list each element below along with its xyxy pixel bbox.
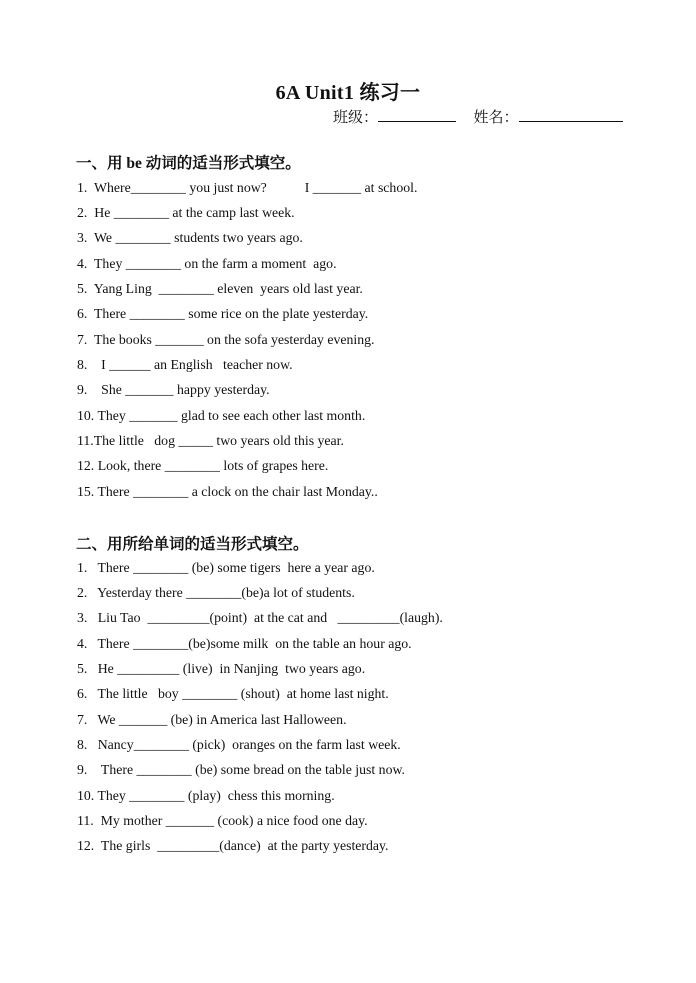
page-title: 6A Unit1 练习一 (275, 82, 421, 104)
exercise-line: 4. They ________ on the farm a moment ago. (77, 256, 337, 271)
exercise-line: 3. Liu Tao _________(point) at the cat and _________(laugh). (77, 610, 443, 625)
exercise-line: 9. She _______ happy yesterday. (77, 382, 270, 397)
exercise-line: 2. Yesterday there ________(be)a lot of students. (77, 585, 355, 600)
exercise-line: 7. The books _______ on the sofa yesterday evening. (77, 332, 375, 347)
section-1-heading: 一、用 be 动词的适当形式填空。 (76, 155, 301, 172)
exercise-line: 6. There ________ some rice on the plate yesterday. (77, 306, 369, 321)
name-label: 姓名： (473, 110, 519, 126)
name-blank (519, 107, 623, 122)
exercise-line: 11.The little dog _____ two years old this year. (77, 433, 344, 448)
exercise-line: 6. The little boy ________ (shout) at home last night. (77, 686, 389, 701)
exercise-line: 8. Nancy________ (pick) oranges on the farm last week. (77, 737, 401, 752)
exercise-line: 1. Where________ you just now? I _______ at school. (77, 180, 418, 195)
exercise-line: 2. He ________ at the camp last week. (77, 205, 295, 220)
exercise-line: 4. There ________(be)some milk on the table an hour ago. (77, 636, 412, 651)
exercise-line: 1. There ________ (be) some tigers here a year ago. (77, 560, 375, 575)
exercise-line: 10. They _______ glad to see each other last month. (77, 408, 366, 423)
class-blank (378, 107, 456, 122)
section-2-heading: 二、用所给单词的适当形式填空。 (76, 536, 309, 553)
exercise-line: 8. I ______ an English teacher now. (77, 357, 293, 372)
exercise-line: 11. My mother _______ (cook) a nice food one day. (77, 813, 368, 828)
exercise-line: 5. He _________ (live) in Nanjing two years ago. (77, 661, 366, 676)
exercise-line: 9. There ________ (be) some bread on the table just now. (77, 762, 405, 777)
exercise-line: 15. There ________ a clock on the chair last Monday.. (77, 484, 378, 499)
exercise-line: 12. Look, there ________ lots of grapes here. (77, 458, 329, 473)
exercise-line: 12. The girls _________(dance) at the party yesterday. (77, 838, 389, 853)
exercise-line: 5. Yang Ling ________ eleven years old last year. (77, 281, 363, 296)
class-label: 班级： (333, 110, 379, 126)
exercise-line: 10. They ________ (play) chess this morning. (77, 788, 335, 803)
exercise-line: 7. We _______ (be) in America last Halloween. (77, 712, 347, 727)
student-info-line (333, 106, 623, 127)
exercise-line: 3. We ________ students two years ago. (77, 230, 303, 245)
